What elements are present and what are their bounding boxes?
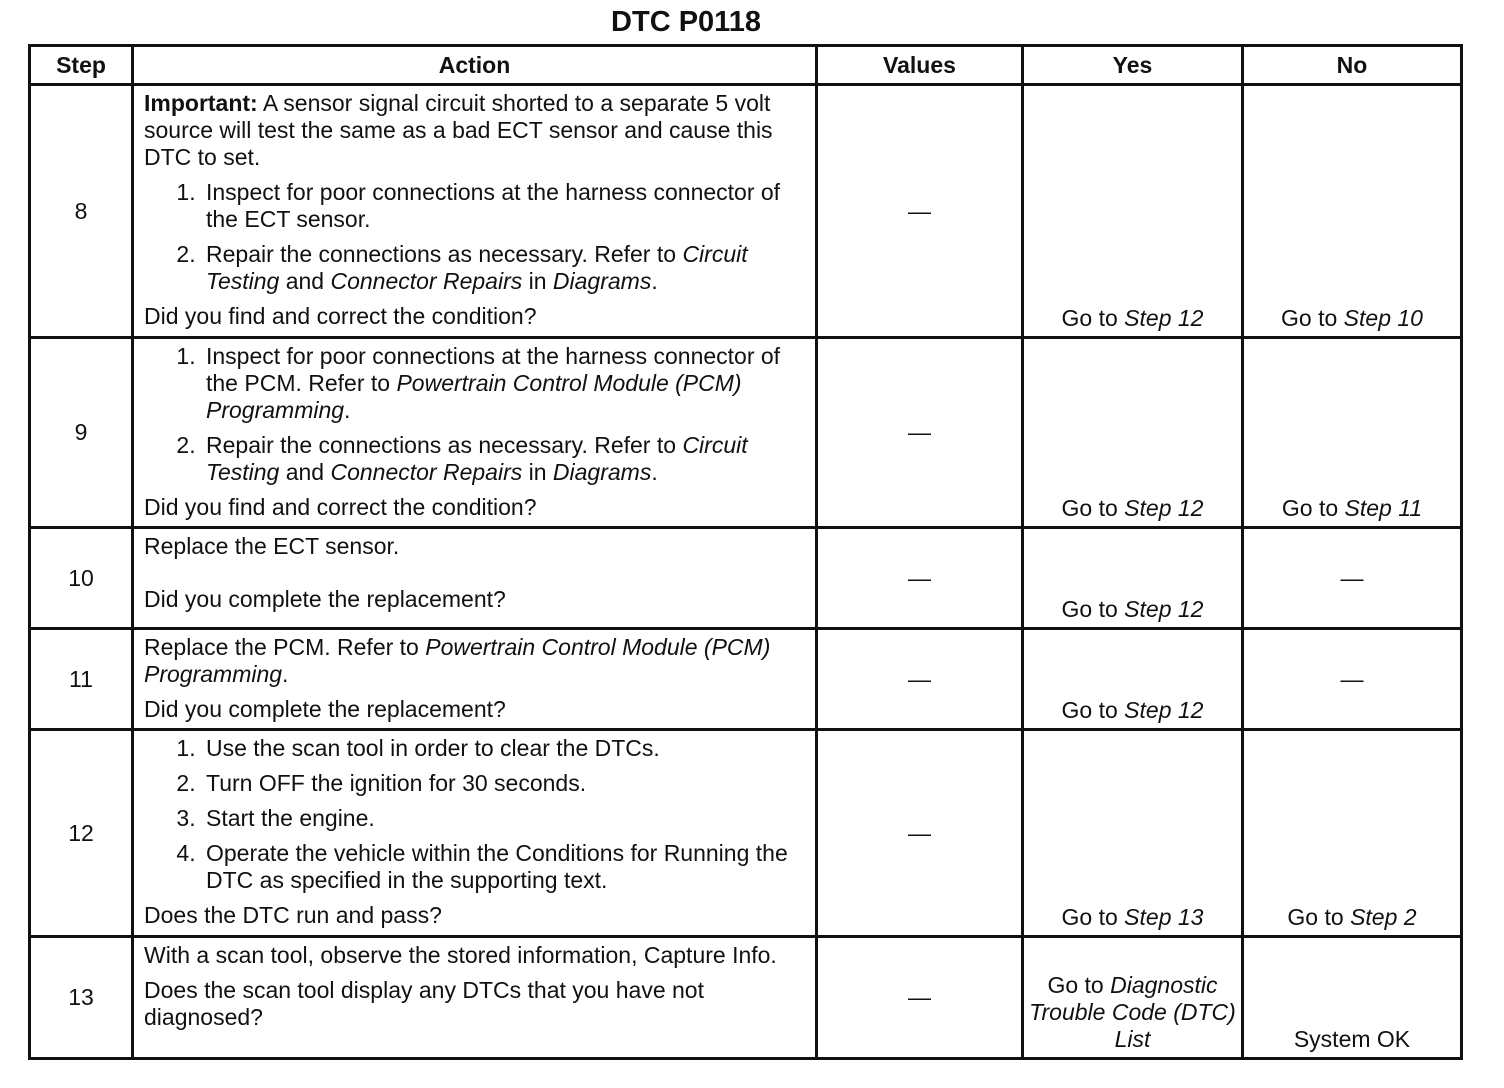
yes-cell [1023, 937, 1243, 1059]
list-item-text: Inspect for poor connections at the harness connector of the PCM. Refer to [206, 343, 781, 396]
yes-reference-link: Diagnostic Trouble Code (DTC) List [1029, 972, 1236, 1052]
list-item-text: . [651, 459, 658, 485]
step-number: 9 [30, 338, 133, 528]
action-cell [133, 937, 817, 1059]
yes-step-link: Step 13 [1124, 904, 1204, 930]
question: Did you complete the replacement? [144, 696, 506, 722]
reference-link: Connector Repairs [330, 459, 523, 485]
list-item-text: Operate the vehicle within the Conditions for Running the DTC as specified in the supporting text. [206, 840, 788, 893]
yes-prefix: Go to [1061, 305, 1125, 331]
list-item-text: . [344, 397, 351, 423]
yes-prefix: Go to [1061, 495, 1125, 521]
list-item-text: Repair the connections as necessary. Refer to [206, 241, 683, 267]
list-item-text: in [522, 459, 553, 485]
yes-cell [1023, 730, 1243, 937]
yes-prefix: Go to [1061, 904, 1125, 930]
important-note [144, 90, 805, 171]
action-text-part: . [282, 661, 289, 687]
values-cell: — [817, 730, 1023, 937]
values-cell: — [817, 85, 1023, 338]
values-cell: — [817, 937, 1023, 1059]
action-text [144, 634, 805, 688]
table-row [30, 338, 1462, 528]
table-row [30, 85, 1462, 338]
no-cell [1243, 338, 1462, 528]
question: Did you complete the replacement? [144, 586, 506, 612]
question: Does the scan tool display any DTCs that you have not diagnosed? [144, 977, 704, 1030]
important-text: A sensor signal circuit shorted to a separate 5 volt source will test the same as a bad ECT sensor and cause this DTC to set. [144, 90, 773, 170]
action-text: With a scan tool, observe the stored information, Capture Info. [144, 942, 777, 968]
step-number: 13 [30, 937, 133, 1059]
list-item [202, 241, 805, 295]
step-number: 10 [30, 528, 133, 629]
no-step-link: Step 10 [1343, 305, 1423, 331]
reference-link: Diagrams [552, 459, 652, 485]
yes-prefix: Go to [1061, 596, 1125, 622]
no-cell: — [1243, 528, 1462, 629]
question: Did you find and correct the condition? [144, 303, 537, 329]
no-cell: System OK [1243, 937, 1462, 1059]
list-item [202, 805, 805, 832]
action-steps [144, 735, 805, 894]
reference-link: Circuit Testing [206, 241, 748, 294]
list-item-text: Turn OFF the ignition for 30 seconds. [206, 770, 587, 796]
reference-link: Powertrain Control Module (PCM) Programming [144, 634, 771, 687]
list-item-text: Inspect for poor connections at the harness connector of the ECT sensor. [206, 179, 781, 232]
yes-cell [1023, 528, 1243, 629]
no-step-link: Step 11 [1344, 495, 1423, 521]
action-cell [133, 528, 817, 629]
action-steps [144, 343, 805, 486]
list-item-text: and [279, 268, 331, 294]
header-step: Step [30, 46, 133, 85]
no-cell [1243, 85, 1462, 338]
table-row [30, 528, 1462, 629]
list-item [202, 770, 805, 797]
list-item-text: . [651, 268, 658, 294]
reference-link: Connector Repairs [330, 268, 523, 294]
header-action: Action [133, 46, 817, 85]
values-cell: — [817, 338, 1023, 528]
yes-step-link: Step 12 [1124, 495, 1204, 521]
header-row [30, 46, 1462, 85]
values-cell: — [817, 629, 1023, 730]
no-cell [1243, 730, 1462, 937]
no-prefix: Go to [1281, 495, 1345, 521]
values-cell: — [817, 528, 1023, 629]
step-number: 11 [30, 629, 133, 730]
important-label: Important: [144, 90, 258, 116]
no-cell: — [1243, 629, 1462, 730]
list-item-text: in [522, 268, 553, 294]
yes-cell [1023, 629, 1243, 730]
yes-step-link: Step 12 [1124, 596, 1204, 622]
action-text-part: Replace the PCM. Refer to [144, 634, 426, 660]
reference-link: Powertrain Control Module (PCM) Programming [206, 370, 742, 423]
action-cell [133, 85, 817, 338]
no-prefix: Go to [1287, 904, 1351, 930]
page-title: DTC P0118 [611, 6, 761, 38]
list-item-text: Use the scan tool in order to clear the DTCs. [206, 735, 660, 761]
action-steps [144, 179, 805, 295]
action-cell [133, 730, 817, 937]
table-row [30, 629, 1462, 730]
table-row [30, 730, 1462, 937]
step-number: 12 [30, 730, 133, 937]
list-item-text: Start the engine. [206, 805, 375, 831]
list-item-text: and [279, 459, 331, 485]
reference-link: Diagrams [552, 268, 652, 294]
list-item-text: Repair the connections as necessary. Refer to [206, 432, 683, 458]
action-text: Replace the ECT sensor. [144, 533, 400, 559]
list-item [202, 179, 805, 233]
yes-cell [1023, 85, 1243, 338]
question: Did you find and correct the condition? [144, 494, 537, 520]
list-item [202, 432, 805, 486]
list-item [202, 343, 805, 424]
yes-prefix: Go to [1047, 972, 1111, 998]
yes-cell [1023, 338, 1243, 528]
header-yes: Yes [1023, 46, 1243, 85]
step-number: 8 [30, 85, 133, 338]
question: Does the DTC run and pass? [144, 902, 442, 928]
yes-step-link: Step 12 [1124, 305, 1204, 331]
header-values: Values [817, 46, 1023, 85]
yes-step-link: Step 12 [1124, 697, 1204, 723]
no-step-link: Step 2 [1350, 904, 1417, 930]
list-item [202, 840, 805, 894]
reference-link: Circuit Testing [206, 432, 748, 485]
table-row [30, 937, 1462, 1059]
dtc-table [28, 44, 1463, 1060]
header-no: No [1243, 46, 1462, 85]
no-prefix: Go to [1281, 305, 1344, 331]
action-cell [133, 338, 817, 528]
yes-prefix: Go to [1061, 697, 1125, 723]
action-cell [133, 629, 817, 730]
list-item [202, 735, 805, 762]
